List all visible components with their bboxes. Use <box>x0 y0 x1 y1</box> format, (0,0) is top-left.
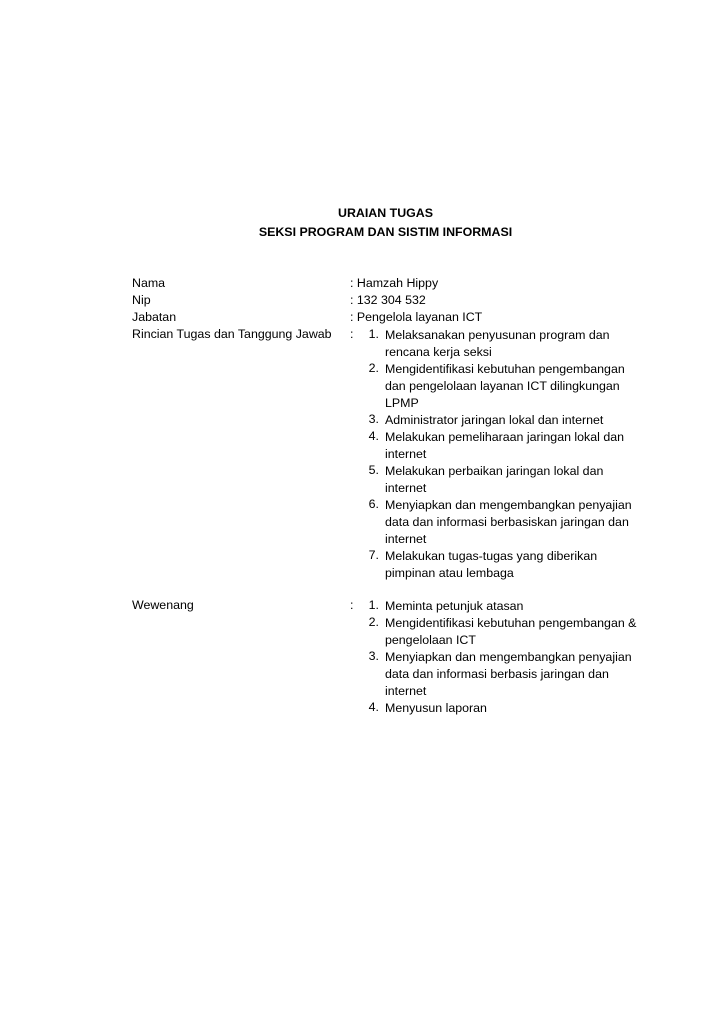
rincian-item-text: Melaksanakan penyusunan program dan rencana kerja seksi <box>385 328 610 359</box>
rincian-item-text: Mengidentifikasi kebutuhan pengembangan dan pengelolaan layanan ICT dilingkungan LPMP <box>385 362 625 410</box>
wewenang-item-number: 3. <box>368 649 379 663</box>
nip-value: : 132 304 532 <box>350 293 426 307</box>
nama-value: : Hamzah Hippy <box>350 276 439 290</box>
wewenang-label: Wewenang <box>132 598 194 612</box>
wewenang-item-text: Meminta petunjuk atasan <box>385 599 524 613</box>
jabatan-value: : Pengelola layanan ICT <box>350 310 483 324</box>
document-subtitle: SEKSI PROGRAM DAN SISTIM INFORMASI <box>258 225 513 239</box>
wewenang-item-text: Menyusun laporan <box>385 701 487 715</box>
rincian-item-number: 4. <box>368 429 379 443</box>
wewenang-item-text: Menyiapkan dan mengembangkan penyajian data dan informasi berbasis jaringan dan internet <box>385 650 632 698</box>
wewenang-colon: : <box>350 598 354 612</box>
nip-label: Nip <box>132 293 151 307</box>
rincian-item-text: Menyiapkan dan mengembangkan penyajian data dan informasi berbasiskan jaringan dan internet <box>385 498 632 546</box>
wewenang-item-number: 1. <box>368 598 379 612</box>
nama-label: Nama <box>132 276 166 290</box>
wewenang-item-text: Mengidentifikasi kebutuhan pengembangan & pengelolaan ICT <box>385 616 637 647</box>
rincian-label: Rincian Tugas dan Tanggung Jawab <box>132 327 332 341</box>
wewenang-item-number: 2. <box>368 615 379 629</box>
rincian-item-number: 5. <box>368 463 379 477</box>
document-title: URAIAN TUGAS <box>338 206 433 220</box>
rincian-item-number: 1. <box>368 327 379 341</box>
rincian-item-number: 6. <box>368 497 379 511</box>
rincian-item-number: 2. <box>368 361 379 375</box>
rincian-item-text: Administrator jaringan lokal dan internet <box>385 413 604 427</box>
wewenang-item-number: 4. <box>368 700 379 714</box>
rincian-item-text: Melakukan perbaikan jaringan lokal dan internet <box>385 464 604 495</box>
rincian-colon: : <box>350 327 354 341</box>
jabatan-label: Jabatan <box>132 310 177 324</box>
rincian-item-text: Melakukan pemeliharaan jaringan lokal dan internet <box>385 430 625 461</box>
rincian-item-text: Melakukan tugas-tugas yang diberikan pimpinan atau lembaga <box>385 549 598 580</box>
rincian-item-number: 7. <box>368 548 379 562</box>
rincian-item-number: 3. <box>368 412 379 426</box>
